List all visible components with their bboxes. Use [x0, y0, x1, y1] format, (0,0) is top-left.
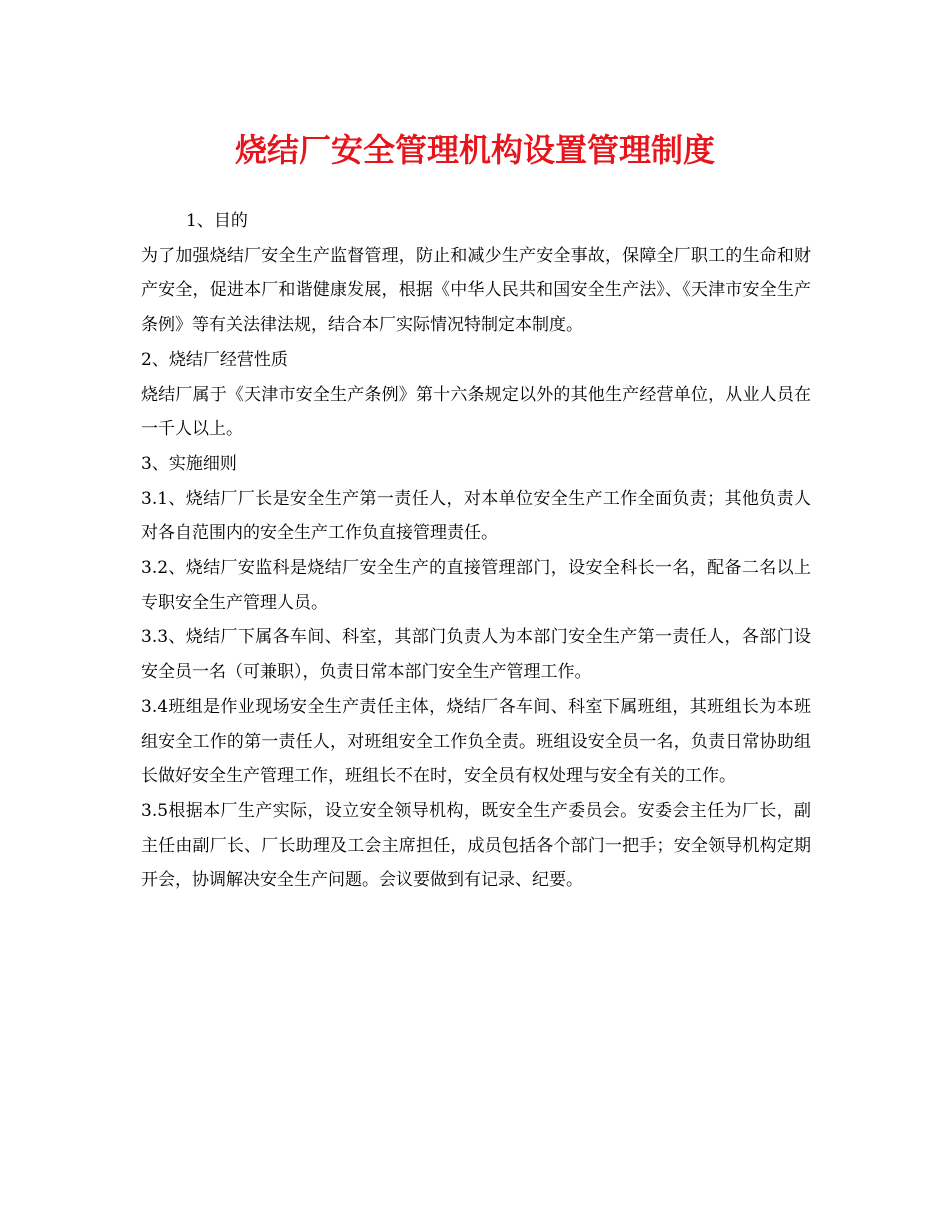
paragraph-rule-3-3: 3.3、烧结厂下属各车间、科室，其部门负责人为本部门安全生产第一责任人，各部门设安全员一名（可兼职），负责日常本部门安全生产管理工作。	[141, 627, 811, 683]
paragraph-purpose: 为了加强烧结厂安全生产监督管理，防止和减少生产安全事故，保障全厂职工的生命和财产安全，促进本厂和谐健康发展，根据《中华人民共和国安全生产法》、《天津市安全生产条例》等有关法律法规，结合本厂实际情况特制定本制度。	[141, 245, 811, 336]
document-title: 烧结厂安全管理机构设置管理制度	[234, 131, 715, 169]
paragraph-rule-3-2: 3.2、烧结厂安监科是烧结厂安全生产的直接管理部门，设安全科长一名，配备二名以上专职安全生产管理人员。	[141, 558, 811, 613]
paragraph-rule-3-4: 3.4班组是作业现场安全生产责任主体，烧结厂各车间、科室下属班组，其班组长为本班组安全工作的第一责任人，对班组安全工作负全责。班组设安全员一名，负责日常协助组长做好安全生产管理工作，班组长不在时，安全员有权处理与安全有关的工作。	[141, 696, 811, 787]
section-heading-rules: 3、实施细则	[141, 453, 237, 474]
section-heading-nature: 2、烧结厂经营性质	[141, 349, 288, 370]
paragraph-nature: 烧结厂属于《天津市安全生产条例》第十六条规定以外的其他生产经营单位，从业人员在一千人以上。	[141, 384, 811, 440]
paragraph-rule-3-1: 3.1、烧结厂厂长是安全生产第一责任人，对本单位安全生产工作全面负责；其他负责人对各自范围内的安全生产工作负直接管理责任。	[141, 488, 811, 544]
paragraph-rule-3-5: 3.5根据本厂生产实际，设立安全领导机构，既安全生产委员会。安委会主任为厂长，副主任由副厂长、厂长助理及工会主席担任，成员包括各个部门一把手；安全领导机构定期开会，协调解决安全生产问题。会议要做到有记录、纪要。	[141, 800, 811, 891]
section-heading-purpose: 1、目的	[186, 211, 248, 231]
document-body	[141, 204, 811, 898]
